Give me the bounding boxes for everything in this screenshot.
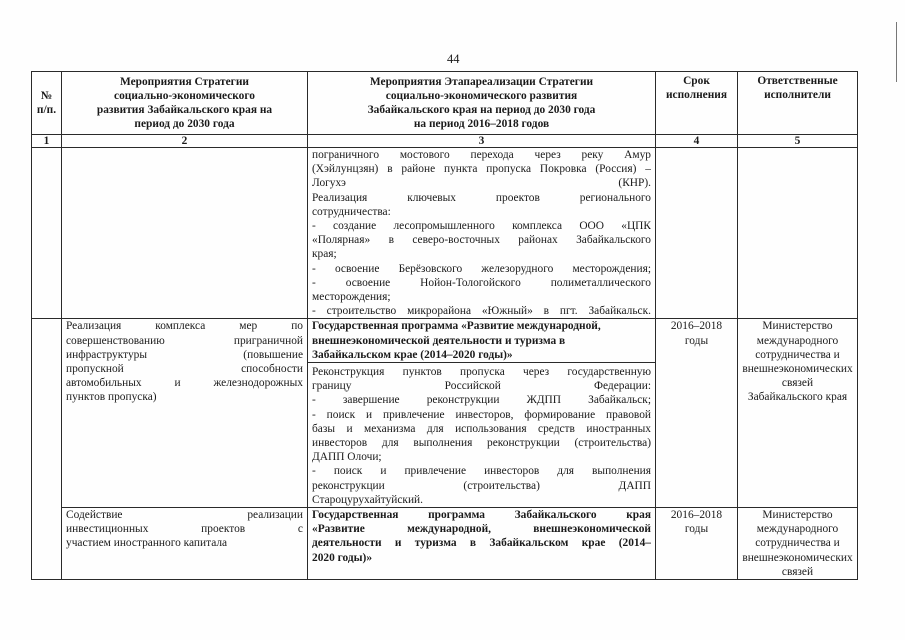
strategy-table	[31, 71, 858, 580]
responsible-cell: Министерство международного сотрудничества и внешнеэкономических связей	[738, 508, 858, 580]
header-term: Срок исполнения	[656, 72, 738, 135]
table-row	[32, 508, 858, 580]
table-row	[32, 148, 858, 319]
column-number: 5	[738, 135, 858, 148]
header-stage: Мероприятия Этапареализации Стратегии социально-экономического развития Забайкальского края на период до 2030 года на период 2016–2018 годов	[308, 72, 656, 135]
term-cell: 2016–2018 годы	[656, 508, 738, 580]
header-num: № п/п.	[32, 72, 62, 135]
state-program-cell: Государственная программа Забайкальского края «Развитие международной, внешнеэкономической деятельности и туризма в Забайкальском крае (2014– 2020 годы)»	[308, 508, 656, 580]
header-strategy: Мероприятия Стратегии социально-экономического развития Забайкальского края на период до 2030 года	[62, 72, 308, 135]
state-program-cell: Государственная программа «Развитие международной, внешнеэкономической деятельности и туризма в Забайкальском крае (2014–2020 годы)»	[308, 319, 656, 363]
strategy-measure-cell: Реализация комплекса мер по совершенствованию приграничной инфраструктуры (повышение пропускной способности автомобильных и железнодорожных пунктов пропуска)	[62, 319, 308, 508]
page-number: 44	[447, 52, 460, 66]
table-row	[32, 319, 858, 363]
column-number-row	[32, 135, 858, 148]
stage-activities-cell: Реконструкция пунктов пропуска через государственную границу Российской Федерации: - завершение реконструкции ЖДПП Забайкальск; - поиск и привлечение инвесторов, формирование правовой базы и механизма для использования средств иностранных инвесторов для выполнения реконструкции (строительства) ДАПП Олочи; - поиск и привлечение инвесторов для выполнения реконструкции (строительства) ДАПП Староцурухайтуйский.	[308, 363, 656, 508]
stage-activities-cell: пограничного мостового перехода через реку Амур (Хэйлунцзян) в районе пункта пропуска Покровка (Россия) – Логухэ (КНР). Реализация ключевых проектов регионального сотрудничества: - создание лесопромышленного комплекса ООО «ЦПК «Полярная» в северо-восточных районах Забайкальского края; - освоение Берёзовского железорудного месторождения; - освоение Нойон-Тологойского полиметаллического месторождения; - строительство микрорайона «Южный» в пгт. Забайкальск.	[308, 148, 656, 319]
column-number: 4	[656, 135, 738, 148]
header-responsible: Ответственные исполнители	[738, 72, 858, 135]
table-header-row	[32, 72, 858, 135]
strategy-measure-cell: Содействие реализации инвестиционных проектов с участием иностранного капитала	[62, 508, 308, 580]
column-number: 3	[308, 135, 656, 148]
column-number: 1	[32, 135, 62, 148]
scan-edge-mark	[896, 22, 897, 82]
column-number: 2	[62, 135, 308, 148]
term-cell: 2016–2018 годы	[656, 319, 738, 508]
responsible-cell: Министерство международного сотрудничества и внешнеэкономических связей Забайкальского края	[738, 319, 858, 508]
